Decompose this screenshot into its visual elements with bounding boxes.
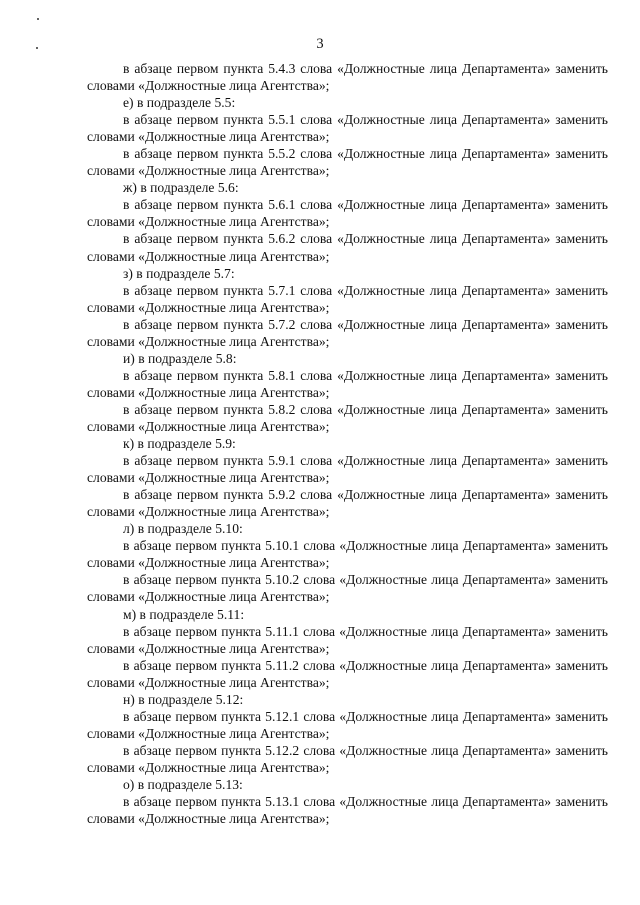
paragraph: м) в подразделе 5.11: [123,606,245,622]
paragraph: в абзаце первом пункта 5.12.1 слова «Должностные лица Департамента» заменить словами «Должностные лица Агентства»; [87,708,608,741]
paragraph: в абзаце первом пункта 5.7.2 слова «Должностные лица Департамента» заменить словами «Должностные лица Агентства»; [87,316,608,349]
scan-speck [37,18,39,20]
paragraph: и) в подразделе 5.8: [123,350,237,366]
paragraph: в абзаце первом пункта 5.5.2 слова «Должностные лица Департамента» заменить словами «Должностные лица Агентства»; [87,146,608,179]
paragraph: в абзаце первом пункта 5.7.1 слова «Должностные лица Департамента» заменить словами «Должностные лица Агентства»; [87,282,608,315]
document-body [87,60,608,827]
paragraph: к) в подразделе 5.9: [123,436,236,452]
paragraph: в абзаце первом пункта 5.5.1 слова «Должностные лица Департамента» заменить словами «Должностные лица Агентства»; [87,112,608,145]
paragraph: в абзаце первом пункта 5.6.2 слова «Должностные лица Департамента» заменить словами «Должностные лица Агентства»; [87,231,608,264]
paragraph: в абзаце первом пункта 5.9.2 слова «Должностные лица Департамента» заменить словами «Должностные лица Агентства»; [87,487,608,520]
paragraph: в абзаце первом пункта 5.10.2 слова «Должностные лица Департамента» заменить словами «Должностные лица Агентства»; [87,572,608,605]
paragraph: о) в подразделе 5.13: [123,776,243,792]
paragraph: н) в подразделе 5.12: [123,691,244,707]
paragraph: в абзаце первом пункта 5.9.1 слова «Должностные лица Департамента» заменить словами «Должностные лица Агентства»; [87,453,608,486]
paragraph: в абзаце первом пункта 5.10.1 слова «Должностные лица Департамента» заменить словами «Должностные лица Агентства»; [87,538,608,571]
paragraph: в абзаце первом пункта 5.12.2 слова «Должностные лица Департамента» заменить словами «Должностные лица Агентства»; [87,742,608,775]
paragraph: в абзаце первом пункта 5.8.2 слова «Должностные лица Департамента» заменить словами «Должностные лица Агентства»; [87,401,608,434]
paragraph: в абзаце первом пункта 5.6.1 слова «Должностные лица Департамента» заменить словами «Должностные лица Агентства»; [87,197,608,230]
page-number: 3 [316,36,324,52]
paragraph: л) в подразделе 5.10: [123,521,243,537]
paragraph: в абзаце первом пункта 5.13.1 слова «Должностные лица Департамента» заменить словами «Должностные лица Агентства»; [87,794,608,827]
paragraph: в абзаце первом пункта 5.4.3 слова «Должностные лица Департамента» заменить словами «Должностные лица Агентства»; [87,61,608,94]
paragraph: в абзаце первом пункта 5.11.2 слова «Должностные лица Департамента» заменить словами «Должностные лица Агентства»; [87,657,608,690]
paragraph: е) в подразделе 5.5: [123,95,236,111]
paragraph: ж) в подразделе 5.6: [123,180,239,196]
paragraph: в абзаце первом пункта 5.11.1 слова «Должностные лица Департамента» заменить словами «Должностные лица Агентства»; [87,623,608,656]
paragraph: з) в подразделе 5.7: [123,265,235,281]
paragraph: в абзаце первом пункта 5.8.1 слова «Должностные лица Департамента» заменить словами «Должностные лица Агентства»; [87,367,608,400]
